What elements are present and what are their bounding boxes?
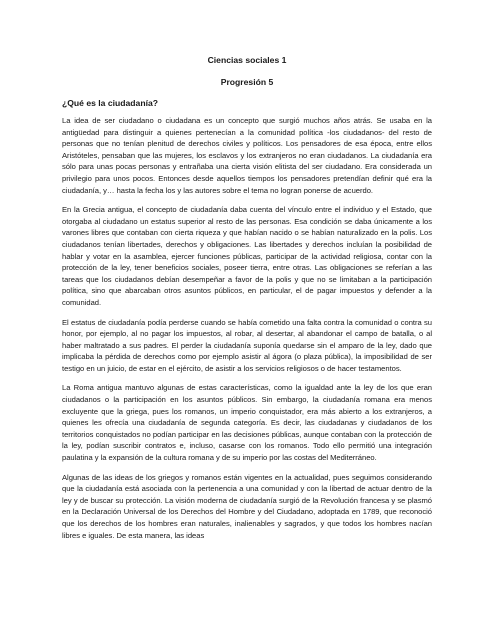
paragraph-3: El estatus de ciudadanía podía perderse cuando se había cometido una falta contra la comunidad o contra su honor, por ejemplo, al no pagar los impuestos, al robar, al desertar, al abandonar el campo de batalla, o al haber maltratado a sus padres. El perder la ciudadanía suponía quedarse sin el amparo de la ley, dado que implicaba la pérdida de derechos como por ejemplo asistir al ágora (o plaza pública), la imposibilidad de ser testigo en un juicio, de estar en el ejército, de asistir a los servicios religiosos o de hacer testamentos. [62,317,432,373]
section-heading: ¿Qué es la ciudadanía? [62,98,158,108]
paragraph-1: La idea de ser ciudadano o ciudadana es un concepto que surgió muchos años atrás. Se usaba en la antigüedad para distinguir a quienes pertenecían a la comunidad política -los ciudadanos- del resto de personas que no tenían plenitud de derechos civiles y políticos. Los pensadores de esa época, entre ellos Aristóteles, pensaban que las mujeres, los esclavos y los extranjeros no eran ciudadanos. La ciudadanía era sólo para unas pocas personas y entrañaba una cierta visión elitista del ser ciudadano. Era considerada un privilegio para unos pocos. Entonces desde aquellos tiempos los pensadores pretendían definir qué era la ciudadanía, y… hasta la fecha los y las autores sobre el tema no logran ponerse de acuerdo. [62,116,432,195]
document-subtitle: Progresión 5 [220,77,274,87]
document-page [62,55,432,541]
paragraph-4: La Roma antigua mantuvo algunas de estas características, como la igualdad ante la ley de los que eran ciudadanos o la participación en los asuntos públicos. Sin embargo, la ciudadanía romana era menos excluyente que la griega, pues los romanos, un imperio conquistador, era más abierto a los extranjeros, a quienes les ofrecía una ciudadanía de segunda categoría. Es decir, las ciudadanas y ciudadanos de los territorios conquistados no podían participar en las decisiones públicas, aunque contaban con la protección de la ley, podían suscribir contratos e, incluso, casarse con los romanos. Todo ello permitió una integración paulatina y la expansión de la cultura romana y de su imperio por las costas del Mediterráneo. [62,383,432,463]
paragraph-2: En la Grecia antigua, el concepto de ciudadanía daba cuenta del vínculo entre el individuo y el Estado, que otorgaba al ciudadano un estatus superior al resto de las personas. Esa condición se daba únicamente a los varones libres que contaban con cierta riqueza y que habían nacido o se habían naturalizado en la polis. Los ciudadanos tenían libertades, derechos y obligaciones. Las libertades y derechos incluían la posibilidad de hablar y votar en la asamblea, ejercer funciones públicas, participar de la actividad religiosa, contar con la protección de la ley, tener beneficios sociales, poseer tierra, entre otras. Las obligaciones se referían a las tareas que los ciudadanos debían desempeñar a favor de la polis y que no se limitaban a la participación política, sino que abarcaban otros asuntos públicos, en particular, el de pagar impuestos y defender a la comunidad. [62,205,432,307]
document-title: Ciencias sociales 1 [207,55,287,65]
paragraph-5: Algunas de las ideas de los griegos y romanos están vigentes en la actualidad, pues seguimos considerando que la ciudadanía está asociada con la pertenencia a una comunidad y con la libertad de actuar dentro de la ley y de buscar su protección. La visión moderna de ciudadanía surgió de la Revolución francesa y se plasmó en la Declaración Universal de los Derechos del Hombre y del Ciudadano, adoptada en 1789, que reconoció que los derechos de los hombres eran naturales, inalienables y sagrados, y que todos los hombres nacían libres e iguales. De esta manera, las ideas [62,472,432,540]
